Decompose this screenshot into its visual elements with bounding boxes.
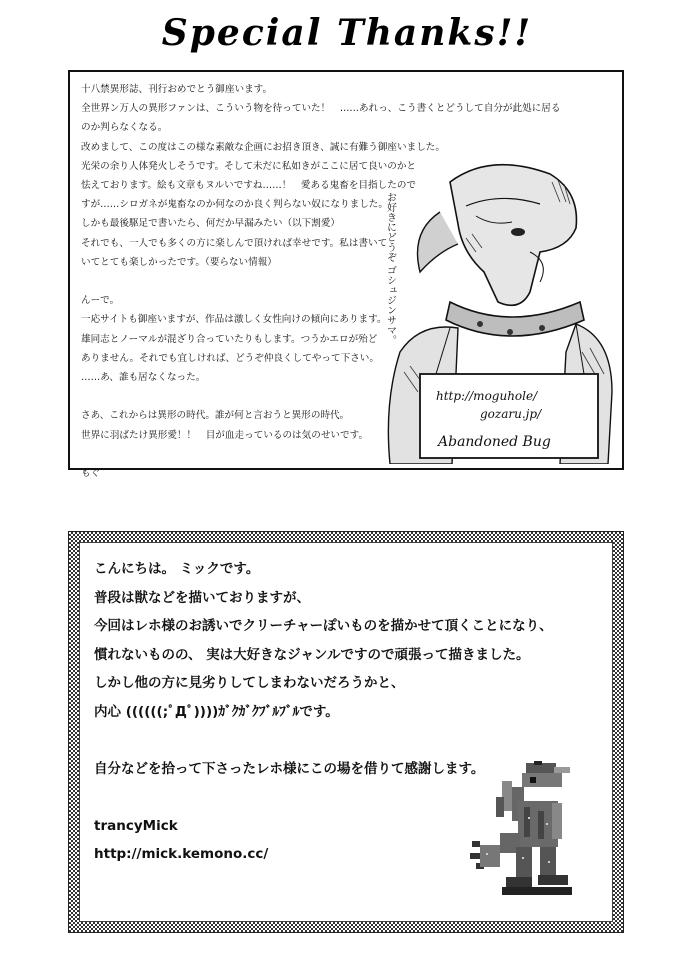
mick-message-line: こんにちは。 ミックです。 bbox=[94, 561, 260, 577]
handwritten-note: お好きにどうぞ ゴシュジンサマ。 bbox=[384, 192, 396, 346]
mick-message-line: http://mick.kemono.cc/ bbox=[94, 846, 269, 862]
mogu-message-line: 雄同志とノーマルが混ざり合っていたりもします。つうかエロが殆ど bbox=[81, 333, 378, 345]
sign-url-line2: gozaru.jp/ bbox=[480, 407, 542, 421]
mick-message-line: 普段は獣などを描いておりますが、 bbox=[94, 589, 310, 606]
mogu-message-line: すが……シロガネが鬼畜なのか何なのか良く判らない奴になりました。 bbox=[81, 199, 388, 211]
mogu-message-line: ……あ、誰も居なくなった。 bbox=[81, 372, 206, 384]
mick-message-line: 慣れないものの、 実は大好きなジャンルですので頑張って描きました。 bbox=[94, 646, 530, 663]
mogu-message-line: それでも、一人でも多くの方に楽しんで頂ければ幸せです。私は書いて bbox=[81, 237, 388, 249]
mogu-message-line: んーで。 bbox=[81, 295, 120, 307]
creature-illustration bbox=[380, 152, 616, 464]
mogu-message-line: 怯えております。絵も文章もヌルいですね……！ 愛ある鬼畜を目指したので bbox=[81, 180, 417, 192]
message-box-mick bbox=[68, 531, 624, 933]
mick-message-line bbox=[94, 726, 604, 755]
mogu-message-line: 光栄の余り人体発火しそうです。そして未だに私如きがここに居て良いのかと bbox=[81, 160, 417, 172]
mick-message-line: 自分などを拾って下さったレホ様にこの場を借りて感謝します。 bbox=[94, 760, 485, 777]
mogu-message-line: のか判らなくなる。 bbox=[81, 122, 168, 134]
mogu-message-line: しかも最後駆足で書いたら、何だか早漏みたい（以下割愛） bbox=[81, 218, 341, 230]
mogu-message-line: 一応サイトも御座いますが、作品は激しく女性向けの傾向にあります。 bbox=[81, 314, 387, 326]
mick-message-line: 今回はレホ様のお誘いでクリーチャーぽいものを描かせて頂くことになり、 bbox=[94, 618, 553, 634]
page-title: Special Thanks!! bbox=[161, 12, 533, 54]
mogu-message-line: 改めまして、この度はこの様な素敵な企画にお招き頂き、誠に有難う御座いました。 bbox=[81, 141, 445, 153]
mick-message-line: しかし他の方に見劣りしてしまわないだろうかと、 bbox=[94, 675, 405, 691]
mogu-message-line: 全世界ン万人の異形ファンは、こういう物を待っていた！ ……あれっ、こう書くとどうして自分が此処に居る bbox=[81, 103, 561, 115]
mick-message-line: 内心 ((((((;ﾟДﾟ))))ｶﾞｸｶﾞｸﾌﾞﾙﾌﾞﾙです。 bbox=[94, 703, 339, 720]
mogu-message-line: もぐ bbox=[81, 468, 101, 480]
mogu-message-line: 世界に羽ばたけ異形愛！！ 目が血走っているのは気のせいです。 bbox=[81, 429, 369, 441]
message-box-mick-inner bbox=[79, 542, 613, 922]
message-box-mogu bbox=[68, 70, 624, 480]
mogu-message-line: 十八禁異形誌、刊行おめでとう御座います。 bbox=[81, 84, 273, 95]
mogu-message-line: ありません。それでも宜しければ、どうぞ仲良くしてやって下さい。 bbox=[81, 352, 379, 364]
mick-message-line: trancyMick bbox=[94, 817, 178, 834]
mogu-message-line: いてとても楽しかったです。（要らない情報） bbox=[81, 256, 277, 268]
sign-url-line1: http://moguhole/ bbox=[436, 389, 538, 403]
mogu-message-line: さあ、これからは異形の時代。誰が何と言おうと異形の時代。 bbox=[81, 410, 350, 422]
sign-name: Abandoned Bug bbox=[438, 434, 551, 450]
pixel-creature-illustration bbox=[466, 757, 584, 907]
